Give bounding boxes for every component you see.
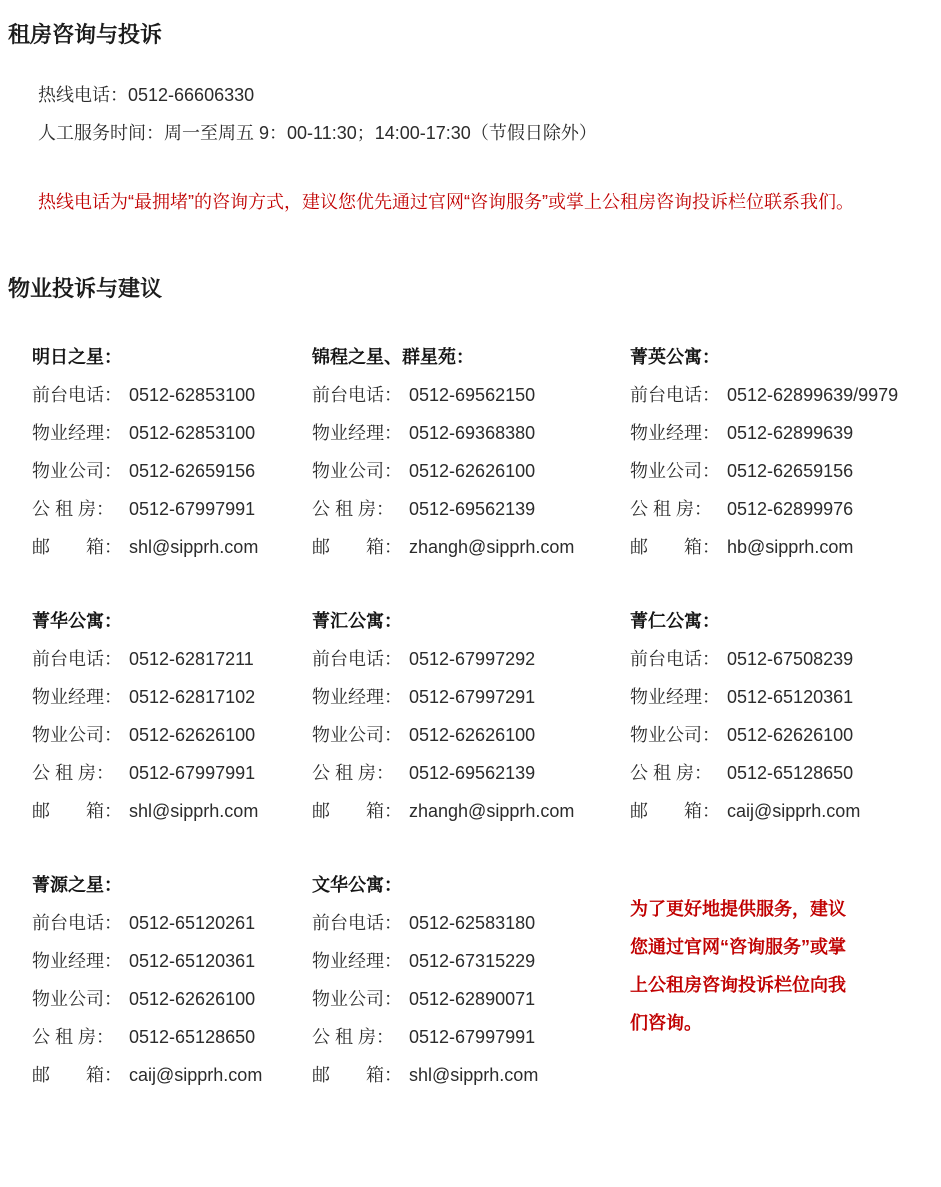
contact-value: 0512-69368380 xyxy=(409,423,536,443)
contact-value: 0512-62583180 xyxy=(409,913,536,933)
contact-row xyxy=(630,528,941,566)
contact-email: zhangh@sipprh.com xyxy=(409,537,575,557)
contact-value: 0512-69562150 xyxy=(409,385,536,405)
contact-row xyxy=(312,942,630,980)
property-card-jingren xyxy=(630,602,941,830)
contact-row xyxy=(630,792,941,830)
contact-label: 邮 箱： xyxy=(312,537,402,557)
property-name: 菁源之星： xyxy=(32,875,122,895)
contact-label: 物业经理： xyxy=(32,687,122,707)
hotline-congestion-notice: 热线电话为“最拥堵”的咨询方式，建议您优先通过官网“咨询服务”或掌上公租房咨询投诉栏位联系我们。 xyxy=(38,192,854,212)
contact-email: zhangh@sipprh.com xyxy=(409,801,575,821)
contact-label: 物业经理： xyxy=(32,951,122,971)
property-card-jinghui xyxy=(312,602,630,830)
service-time-label: 人工服务时间： xyxy=(38,123,164,143)
contact-row xyxy=(312,640,630,678)
property-grid xyxy=(32,338,941,1094)
contact-row xyxy=(32,452,312,490)
contact-value: 0512-65128650 xyxy=(129,1027,256,1047)
contact-row xyxy=(32,904,312,942)
contact-value: 0512-62853100 xyxy=(129,423,256,443)
contact-label: 物业公司： xyxy=(32,461,122,481)
property-complaints-title: 物业投诉与建议 xyxy=(8,276,163,301)
service-time-line xyxy=(38,114,941,152)
section-rental-consult xyxy=(8,22,941,216)
contact-value: 0512-62626100 xyxy=(129,989,256,1009)
contact-row xyxy=(630,640,941,678)
contact-label: 物业公司： xyxy=(630,461,720,481)
contact-label: 公 租 房： xyxy=(312,763,395,783)
contact-row xyxy=(32,640,312,678)
contact-value: 0512-67997991 xyxy=(129,763,256,783)
contact-row xyxy=(312,904,630,942)
contact-value: 0512-67997991 xyxy=(129,499,256,519)
contact-value: 0512-62659156 xyxy=(129,461,256,481)
contact-value: 0512-67997291 xyxy=(409,687,536,707)
contact-label: 邮 箱： xyxy=(32,537,122,557)
contact-label: 物业公司： xyxy=(312,989,402,1009)
contact-row xyxy=(630,376,941,414)
contact-value: 0512-62817211 xyxy=(129,649,254,669)
contact-value: 0512-67315229 xyxy=(409,951,536,971)
contact-label: 邮 箱： xyxy=(630,537,720,557)
property-service-notice: 为了更好地提供服务，建议您通过官网“咨询服务”或掌上公租房咨询投诉栏位向我们咨询。 xyxy=(630,899,846,1033)
contact-row xyxy=(630,452,941,490)
contact-email: caij@sipprh.com xyxy=(129,1065,263,1085)
contact-row xyxy=(312,792,630,830)
rental-consult-info xyxy=(38,76,941,152)
property-card-wenhua xyxy=(312,866,630,1094)
contact-row xyxy=(630,490,941,528)
section-property-complaints xyxy=(8,276,941,1094)
hotline-value: 0512-66606330 xyxy=(128,85,255,105)
contact-value: 0512-69562139 xyxy=(409,763,536,783)
hotline-label: 热线电话： xyxy=(38,85,128,105)
contact-value: 0512-65120361 xyxy=(727,687,854,707)
contact-row xyxy=(312,716,630,754)
contact-row xyxy=(630,716,941,754)
contact-value: 0512-65120261 xyxy=(129,913,256,933)
contact-label: 物业经理： xyxy=(312,423,402,443)
contact-label: 物业公司： xyxy=(312,725,402,745)
contact-row xyxy=(32,490,312,528)
property-name: 明日之星： xyxy=(32,347,122,367)
contact-label: 前台电话： xyxy=(630,385,720,405)
contact-value: 0512-62899639/9979 xyxy=(727,385,899,405)
contact-row xyxy=(32,716,312,754)
property-name: 文华公寓： xyxy=(312,875,402,895)
contact-label: 公 租 房： xyxy=(32,1027,115,1047)
contact-label: 前台电话： xyxy=(312,649,402,669)
contact-label: 邮 箱： xyxy=(32,1065,122,1085)
contact-row xyxy=(630,414,941,452)
property-card-jinghua xyxy=(32,602,312,830)
contact-value: 0512-62659156 xyxy=(727,461,854,481)
contact-label: 前台电话： xyxy=(312,913,402,933)
contact-label: 前台电话： xyxy=(32,385,122,405)
property-card-jingyuanzhixing xyxy=(32,866,312,1094)
contact-label: 前台电话： xyxy=(32,649,122,669)
contact-value: 0512-67997292 xyxy=(409,649,536,669)
contact-email: shl@sipprh.com xyxy=(129,801,259,821)
contact-label: 公 租 房： xyxy=(312,1027,395,1047)
service-time-value: 周一至周五 9：00-11:30；14:00-17:30（节假日除外） xyxy=(164,123,597,143)
rental-consult-title: 租房咨询与投诉 xyxy=(8,22,163,47)
contact-value: 0512-62817102 xyxy=(129,687,256,707)
contact-label: 邮 箱： xyxy=(312,1065,402,1085)
contact-value: 0512-65120361 xyxy=(129,951,256,971)
contact-value: 0512-62626100 xyxy=(129,725,256,745)
contact-row xyxy=(32,942,312,980)
contact-row xyxy=(32,376,312,414)
contact-row xyxy=(32,528,312,566)
contact-email: shl@sipprh.com xyxy=(129,537,259,557)
property-card-jingying xyxy=(630,338,941,566)
contact-value: 0512-62626100 xyxy=(409,461,536,481)
contact-label: 公 租 房： xyxy=(630,763,713,783)
contact-email: hb@sipprh.com xyxy=(727,537,854,557)
contact-row xyxy=(32,678,312,716)
property-name: 锦程之星、群星苑： xyxy=(312,347,474,367)
contact-value: 0512-62853100 xyxy=(129,385,256,405)
contact-label: 物业经理： xyxy=(630,687,720,707)
contact-row xyxy=(312,376,630,414)
contact-label: 邮 箱： xyxy=(32,801,122,821)
contact-label: 物业经理： xyxy=(630,423,720,443)
contact-row xyxy=(312,1018,630,1056)
contact-label: 公 租 房： xyxy=(32,499,115,519)
contact-row xyxy=(312,678,630,716)
contact-row xyxy=(312,528,630,566)
property-name: 菁华公寓： xyxy=(32,611,122,631)
contact-label: 邮 箱： xyxy=(312,801,402,821)
contact-row xyxy=(312,414,630,452)
property-name: 菁仁公寓： xyxy=(630,611,720,631)
contact-email: shl@sipprh.com xyxy=(409,1065,539,1085)
contact-value: 0512-67508239 xyxy=(727,649,854,669)
contact-label: 物业公司： xyxy=(630,725,720,745)
contact-label: 公 租 房： xyxy=(32,763,115,783)
contact-label: 前台电话： xyxy=(630,649,720,669)
contact-row xyxy=(32,1018,312,1056)
property-card-jinchengzhixing xyxy=(312,338,630,566)
contact-row xyxy=(312,980,630,1018)
contact-value: 0512-69562139 xyxy=(409,499,536,519)
property-card-mingrizhixing xyxy=(32,338,312,566)
contact-value: 0512-62626100 xyxy=(409,725,536,745)
contact-row xyxy=(32,754,312,792)
contact-label: 物业公司： xyxy=(32,989,122,1009)
contact-label: 公 租 房： xyxy=(630,499,713,519)
contact-value: 0512-62899639 xyxy=(727,423,854,443)
contact-value: 0512-67997991 xyxy=(409,1027,536,1047)
contact-row xyxy=(312,1056,630,1094)
contact-label: 物业经理： xyxy=(32,423,122,443)
contact-label: 物业公司： xyxy=(32,725,122,745)
contact-row xyxy=(32,1056,312,1094)
contact-row xyxy=(312,490,630,528)
contact-label: 前台电话： xyxy=(32,913,122,933)
contact-value: 0512-62626100 xyxy=(727,725,854,745)
contact-row xyxy=(312,754,630,792)
contact-row xyxy=(32,414,312,452)
contact-row xyxy=(312,452,630,490)
property-name: 菁英公寓： xyxy=(630,347,720,367)
contact-value: 0512-62899976 xyxy=(727,499,854,519)
contact-label: 物业经理： xyxy=(312,951,402,971)
hotline-line xyxy=(38,76,941,114)
contact-row xyxy=(32,980,312,1018)
contact-label: 物业公司： xyxy=(312,461,402,481)
contact-row xyxy=(630,678,941,716)
contact-row xyxy=(32,792,312,830)
contact-label: 前台电话： xyxy=(312,385,402,405)
contact-value: 0512-65128650 xyxy=(727,763,854,783)
contact-label: 公 租 房： xyxy=(312,499,395,519)
contact-email: caij@sipprh.com xyxy=(727,801,861,821)
contact-label: 物业经理： xyxy=(312,687,402,707)
contact-value: 0512-62890071 xyxy=(409,989,536,1009)
contact-row xyxy=(630,754,941,792)
contact-label: 邮 箱： xyxy=(630,801,720,821)
property-name: 菁汇公寓： xyxy=(312,611,402,631)
